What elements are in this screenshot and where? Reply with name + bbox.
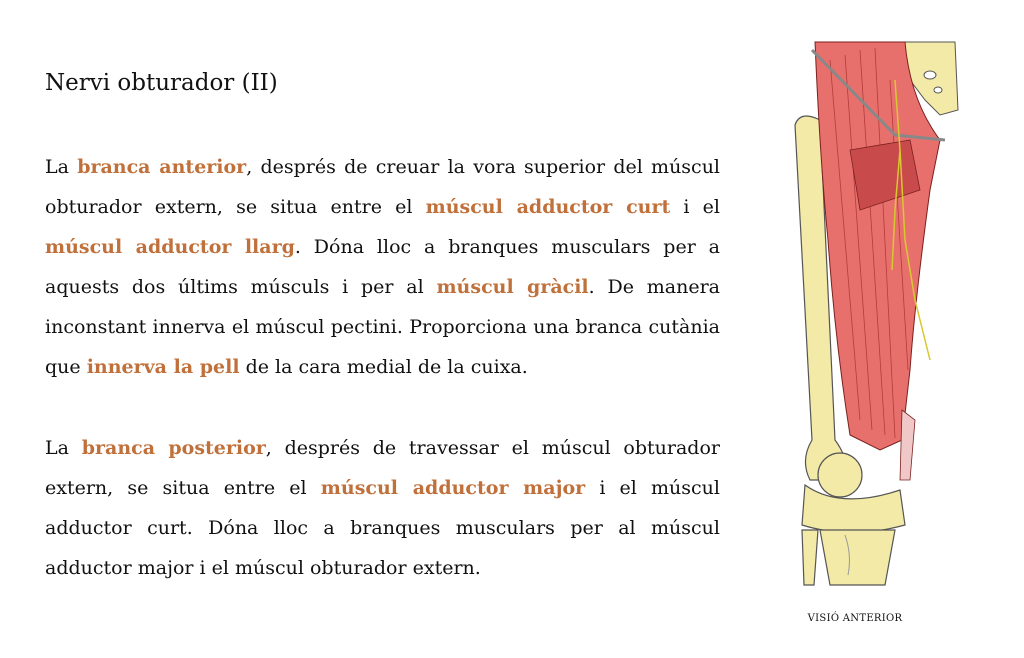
text-segment: i el (670, 196, 721, 218)
highlighted-term: múscul adductor llarg (45, 236, 295, 258)
obturator-foramen (924, 71, 936, 79)
text-segment: de la cara medial de la cuixa. (239, 356, 528, 378)
text-segment: , després de travessar el múscul obturador extern, se situa entre el (45, 437, 720, 499)
highlighted-term: múscul gràcil (436, 276, 589, 298)
highlighted-term: innerva la pell (86, 356, 240, 378)
paragraph-posterior-branch (45, 428, 720, 588)
text-segment: La (45, 437, 82, 459)
highlighted-term: branca posterior (81, 437, 266, 459)
patella (818, 453, 862, 497)
text-segment: , després de creuar la vora superior del múscul obturador extern, se situa entre el (45, 156, 721, 218)
text-segment: . Dóna lloc a branques musculars per a aquests dos últims músculs i per al (45, 236, 720, 298)
highlighted-term: múscul adductor major (320, 477, 586, 499)
highlighted-term: branca anterior (77, 156, 247, 178)
paragraph-anterior-branch (45, 147, 720, 387)
fibula-bone (802, 530, 818, 585)
tibia-bone (820, 530, 895, 585)
page-title: Nervi obturador (II) (45, 70, 278, 96)
highlighted-term: múscul adductor curt (425, 196, 671, 218)
text-segment: La (45, 156, 78, 178)
gracilis-tendon (900, 410, 915, 480)
figure-caption: VISIÓ ANTERIOR (807, 613, 903, 624)
text-segment: i el múscul adductor curt. Dóna lloc a branques musculars per al múscul adductor major i el múscul obturador extern. (45, 477, 720, 579)
thigh-anatomy-illustration (790, 40, 960, 600)
text-segment: . De manera inconstant innerva el múscul pectini. Proporciona una branca cutània que (45, 276, 720, 378)
